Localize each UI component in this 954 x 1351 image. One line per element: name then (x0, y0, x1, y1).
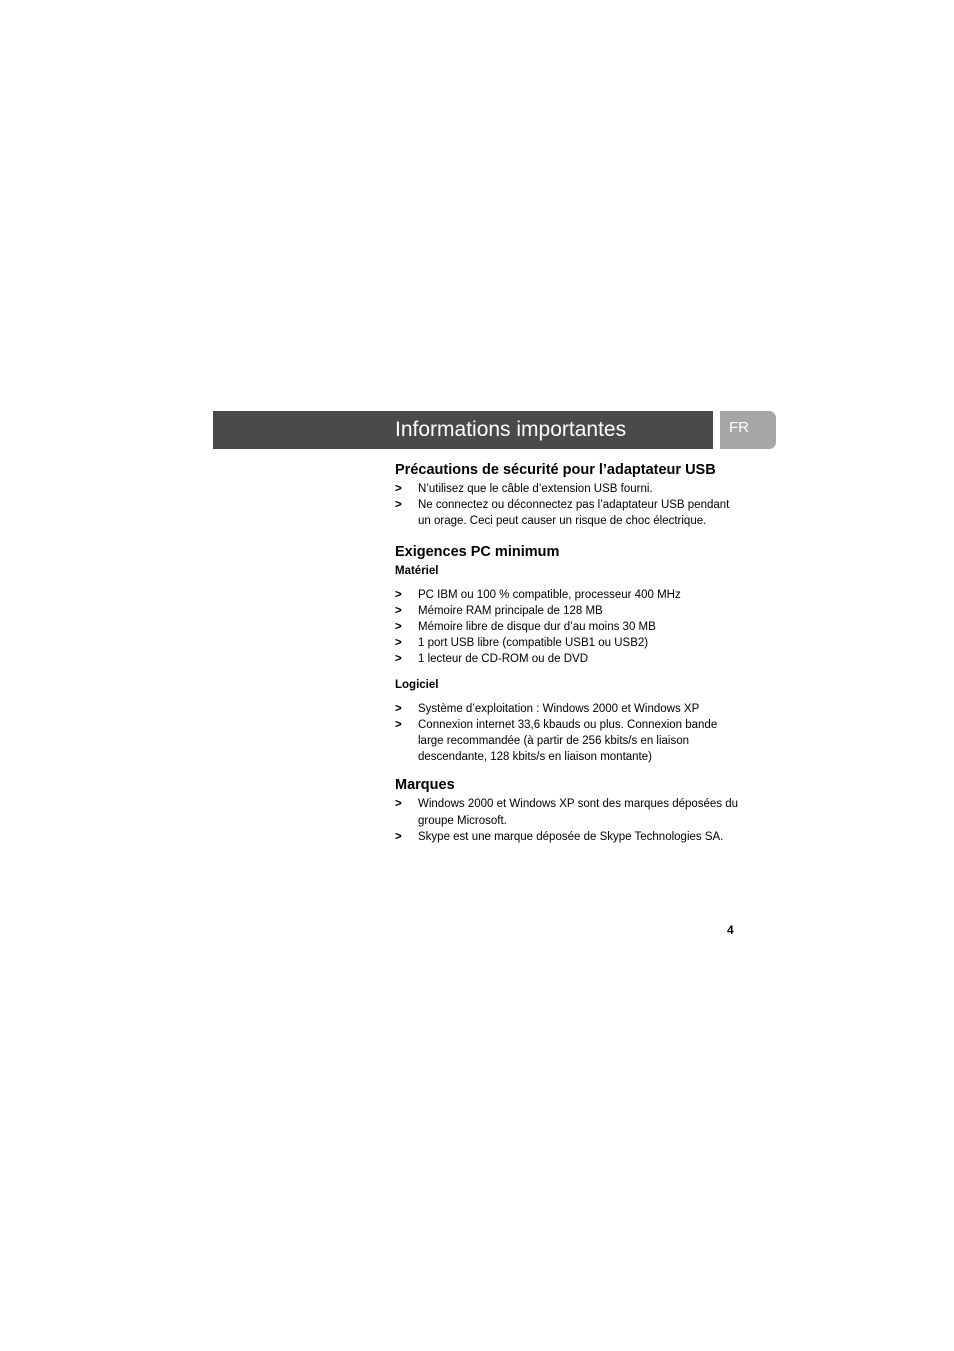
language-tab (720, 411, 776, 449)
list-item-text: PC IBM ou 100 % compatible, processeur 400 MHz (418, 588, 681, 601)
list-item-text: Système d’exploitation : Windows 2000 et Windows XP (418, 702, 700, 715)
bullet-marker: > (395, 653, 402, 666)
list-item-text: Connexion internet 33,6 kbauds ou plus. Connexion bande large recommandée (à partir de 256 kbits/s en liaison descendante, 128 kbits/s en liaison montante) (418, 718, 718, 764)
bullet-marker: > (395, 604, 402, 617)
bullet-marker: > (395, 798, 402, 811)
list-item-text: Skype est une marque déposée de Skype Technologies SA. (418, 830, 724, 843)
hardware-list (395, 587, 745, 668)
list-item-text: Mémoire RAM principale de 128 MB (418, 604, 603, 617)
subheading-software: Logiciel (395, 678, 439, 691)
list-item (395, 635, 745, 651)
bullet-marker: > (395, 621, 402, 634)
list-item (395, 796, 745, 828)
subheading-hardware: Matériel (395, 564, 439, 577)
bullet-marker: > (395, 588, 402, 601)
bullet-marker: > (395, 702, 402, 715)
section-heading-trademarks: Marques (395, 777, 455, 794)
list-item-text: Mémoire libre de disque dur d’au moins 30 MB (418, 621, 656, 634)
page-number: 4 (727, 923, 734, 937)
list-item (395, 829, 745, 845)
main-content (395, 460, 745, 845)
list-item (395, 619, 745, 635)
bullet-marker: > (395, 483, 402, 495)
list-item-text: Windows 2000 et Windows XP sont des marques déposées du groupe Microsoft. (418, 798, 739, 827)
bullet-marker: > (395, 830, 402, 843)
list-item (395, 481, 745, 497)
list-item (395, 651, 745, 667)
list-item-text: 1 lecteur de CD-ROM ou de DVD (418, 653, 589, 666)
list-item (395, 497, 745, 529)
bullet-marker: > (395, 637, 402, 650)
list-item (395, 717, 745, 766)
list-item (395, 701, 745, 717)
section-trademarks (395, 775, 745, 845)
list-item (395, 603, 745, 619)
section-pc-requirements (395, 542, 745, 766)
list-item-text: N’utilisez que le câble d’extension USB fourni. (418, 483, 653, 495)
section-usb-safety (395, 460, 745, 530)
section-heading-usb-safety: Précautions de sécurité pour l’adaptateur USB (395, 462, 716, 478)
trademarks-list (395, 796, 745, 845)
bullet-marker: > (395, 718, 402, 731)
software-list (395, 701, 745, 766)
usb-safety-list (395, 481, 745, 530)
section-heading-pc-requirements: Exigences PC minimum (395, 543, 560, 560)
page-title: Informations importantes (395, 418, 627, 441)
language-code: FR (729, 419, 749, 436)
title-bar (213, 411, 713, 449)
list-item-text: 1 port USB libre (compatible USB1 ou USB2) (418, 637, 649, 650)
bullet-marker: > (395, 499, 402, 512)
list-item (395, 587, 745, 603)
list-item-text: Ne connectez ou déconnectez pas l’adaptateur USB pendant un orage. Ceci peut causer un risque de choc électrique. (418, 499, 730, 528)
